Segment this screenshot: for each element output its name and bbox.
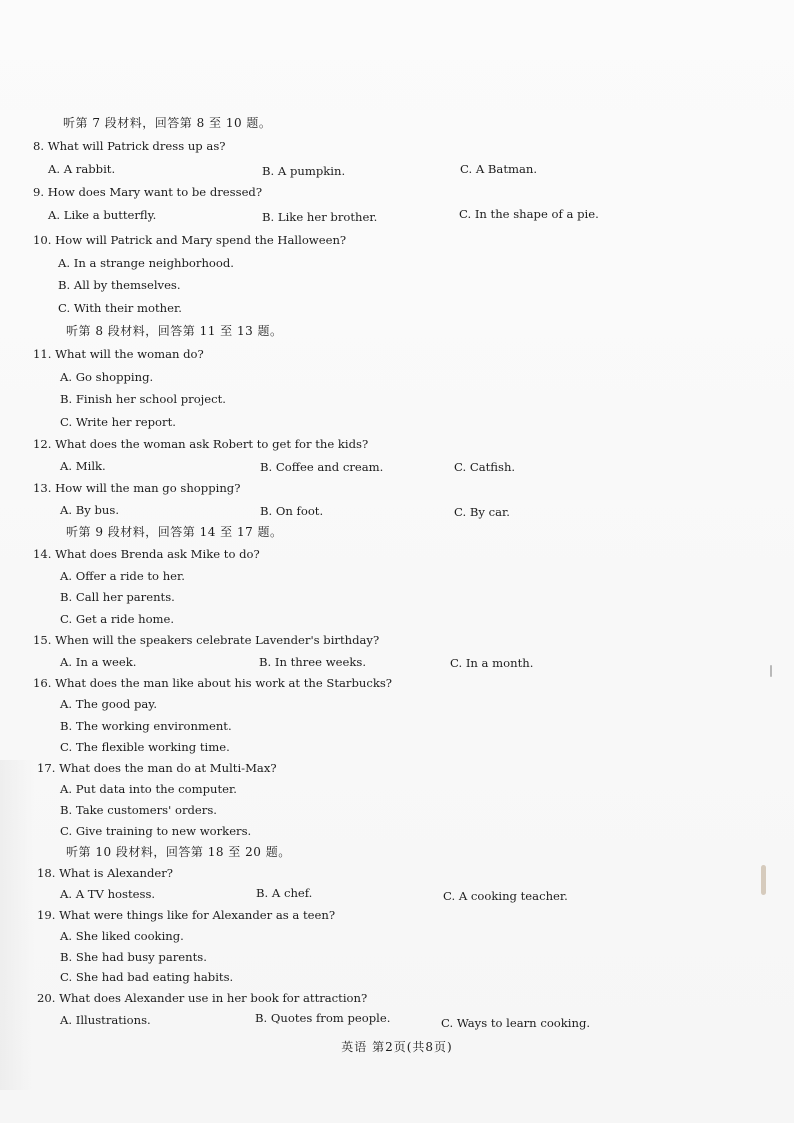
option-b: B. On foot. [260,504,324,518]
page-footer: 英语 第2页(共8页) [341,1040,453,1054]
option-b: B. Coffee and cream. [260,460,384,474]
question-stem: 15. When will the speakers celebrate Lavender's birthday? [33,633,380,647]
section-header: 听第 10 段材料，回答第 18 至 20 题。 [66,845,291,859]
question-stem: 9. How does Mary want to be dressed? [33,185,263,199]
section-header: 听第 9 段材料，回答第 14 至 17 题。 [66,525,283,539]
option-c: C. Catfish. [454,460,516,474]
option-a: A. The good pay. [60,697,158,711]
option-c: C. Give training to new workers. [60,824,252,838]
option-c: C. With their mother. [58,301,182,315]
option-c: C. Write her report. [60,415,176,429]
question-stem: 10. How will Patrick and Mary spend the Halloween? [33,233,347,247]
option-c: C. A Batman. [460,162,538,176]
question-stem: 20. What does Alexander use in her book for attraction? [37,991,368,1005]
question-stem: 19. What were things like for Alexander as a teen? [37,908,336,922]
option-b: B. All by themselves. [58,278,181,292]
option-c: C. In the shape of a pie. [459,207,599,221]
question-stem: 12. What does the woman ask Robert to get for the kids? [33,437,369,451]
option-a: A. In a strange neighborhood. [58,256,234,270]
question-stem: 16. What does the man like about his work at the Starbucks? [33,676,393,690]
question-stem: 11. What will the woman do? [33,347,204,361]
option-b: B. The working environment. [60,719,232,733]
question-stem: 8. What will Patrick dress up as? [33,139,226,153]
option-a: A. By bus. [60,503,120,517]
section-header: 听第 8 段材料，回答第 11 至 13 题。 [66,324,283,338]
question-stem: 13. How will the man go shopping? [33,481,241,495]
option-b: B. She had busy parents. [60,950,207,964]
option-a: A. Like a butterfly. [48,208,157,222]
option-b: B. Take customers' orders. [60,803,217,817]
option-c: C. Ways to learn cooking. [441,1016,591,1030]
option-b: B. Call her parents. [60,590,175,604]
option-a: A. Offer a ride to her. [60,569,185,583]
option-a: A. Illustrations. [60,1013,151,1027]
option-a: A. Milk. [60,459,106,473]
option-b: B. In three weeks. [259,655,367,669]
option-a: A. A TV hostess. [60,887,156,901]
option-a: A. In a week. [60,655,137,669]
question-stem: 17. What does the man do at Multi-Max? [37,761,277,775]
section-header: 听第 7 段材料，回答第 8 至 10 题。 [63,116,272,130]
option-b: B. A chef. [256,886,313,900]
option-c: C. She had bad eating habits. [60,970,234,984]
option-a: A. Go shopping. [60,370,154,384]
question-stem: 18. What is Alexander? [37,866,174,880]
option-a: A. A rabbit. [48,162,116,176]
option-c: C. The flexible working time. [60,740,230,754]
question-stem: 14. What does Brenda ask Mike to do? [33,547,260,561]
option-c: C. By car. [454,505,510,519]
option-b: B. Finish her school project. [60,392,226,406]
option-a: A. She liked cooking. [60,929,184,943]
option-a: A. Put data into the computer. [60,782,237,796]
option-b: B. Quotes from people. [255,1011,391,1025]
option-c: C. Get a ride home. [60,612,175,626]
option-b: B. A pumpkin. [262,164,346,178]
option-c: C. A cooking teacher. [443,889,568,903]
option-c: C. In a month. [450,656,534,670]
option-b: B. Like her brother. [262,210,378,224]
